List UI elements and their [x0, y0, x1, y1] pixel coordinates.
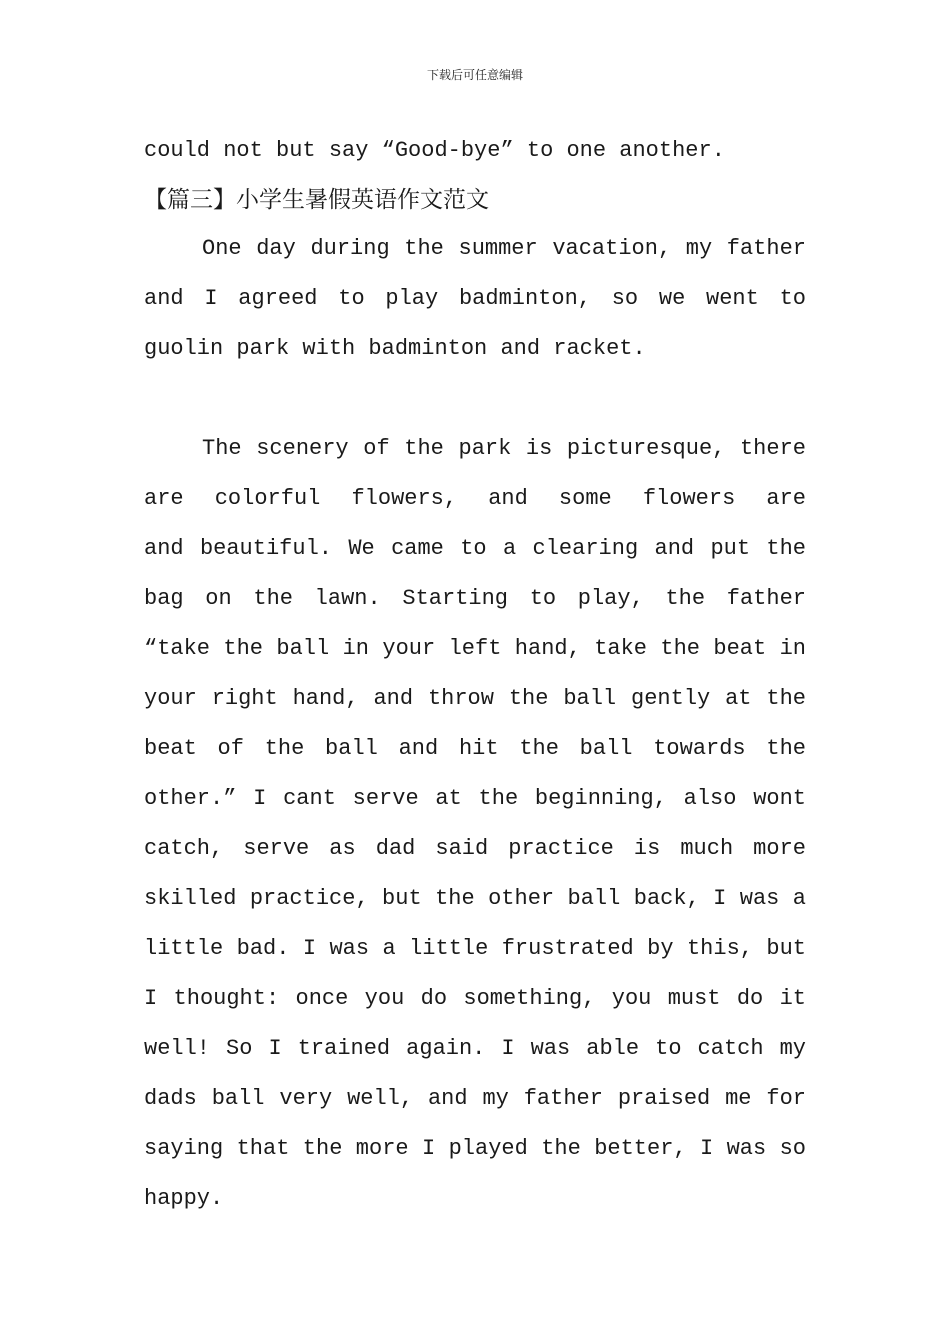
- paragraph-line: other.” I cant serve at the beginning, also wont: [144, 786, 806, 811]
- paragraph-line: beat of the ball and hit the ball towards the: [144, 736, 806, 761]
- paragraph-1: [144, 224, 806, 374]
- paragraph-line: skilled practice, but the other ball back, I was a: [144, 886, 806, 911]
- paragraph-line: your right hand, and throw the ball gently at the: [144, 686, 806, 711]
- paragraph-line: One day during the summer vacation, my father: [202, 236, 806, 261]
- paragraph-2: [144, 424, 806, 1224]
- paragraph-line: well! So I trained again. I was able to catch my: [144, 1036, 806, 1061]
- paragraph-line: are colorful flowers, and some flowers are: [144, 486, 806, 511]
- paragraph-line: happy.: [144, 1186, 224, 1211]
- paragraph-line: and I agreed to play badminton, so we went to: [144, 286, 806, 311]
- paragraph-line: I thought: once you do something, you must do it: [144, 986, 806, 1011]
- paragraph-line: The scenery of the park is picturesque, there: [202, 436, 806, 461]
- header-note: 下载后可任意编辑: [426, 68, 523, 82]
- paragraph-line: saying that the more I played the better, I was so: [144, 1136, 806, 1161]
- paragraph-line: guolin park with badminton and racket.: [144, 336, 646, 361]
- paragraph-line: catch, serve as dad said practice is much more: [144, 836, 806, 861]
- paragraph-line: dads ball very well, and my father praised me for: [144, 1086, 806, 1111]
- paragraph-line: bag on the lawn. Starting to play, the father: [144, 586, 806, 611]
- paragraph-line: “take the ball in your left hand, take the beat in: [144, 636, 806, 661]
- paragraph-line: and beautiful. We came to a clearing and put the: [144, 536, 806, 561]
- document-body: [144, 126, 806, 1224]
- section-heading: 【篇三】小学生暑假英语作文范文: [144, 187, 489, 213]
- paragraph-spacer: [144, 374, 806, 424]
- paragraph-line: little bad. I was a little frustrated by this, but: [144, 936, 806, 961]
- prev-closing-line: could not but say “Good-bye” to one another.: [144, 138, 725, 163]
